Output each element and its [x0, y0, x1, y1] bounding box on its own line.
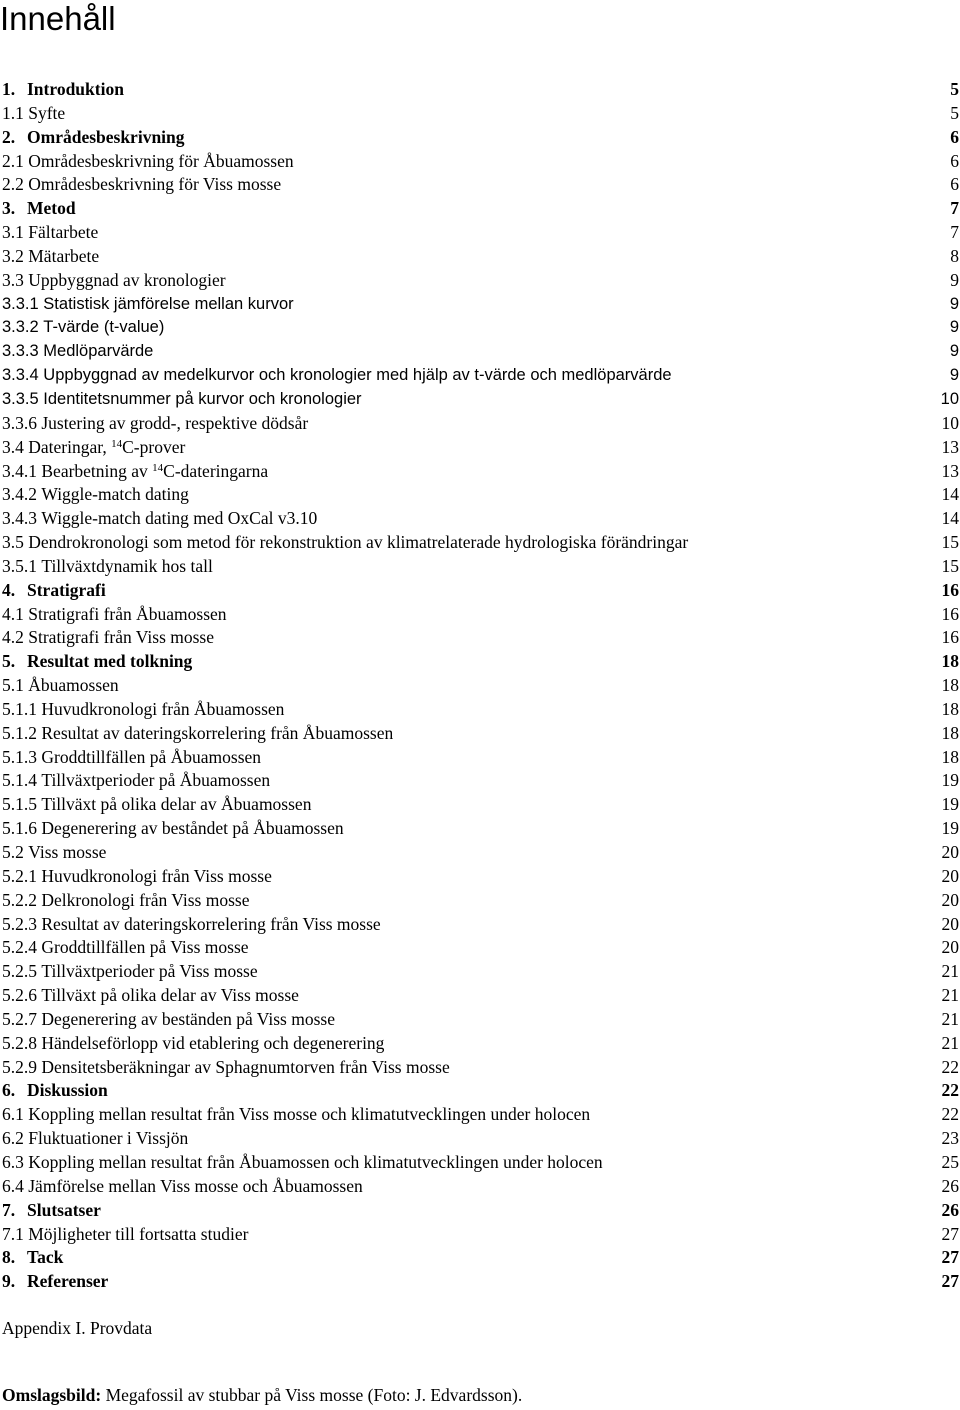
- toc-entry-number: 6.3: [2, 1151, 24, 1172]
- toc-entry-page-number: 27: [941, 1271, 959, 1292]
- toc-entry[interactable]: [2, 126, 959, 150]
- toc-entry-title: Referenser: [27, 1271, 109, 1292]
- toc-entry-label: [2, 1175, 363, 1199]
- toc-entry-number: 5.2.4: [2, 937, 37, 958]
- toc-entry-label: [2, 221, 98, 245]
- cover-caption: [2, 1385, 522, 1406]
- toc-entry[interactable]: [2, 1103, 959, 1127]
- toc-entry-title: Dendrokronologi som metod för rekonstruktion av klimatrelaterade hydrologiska förändringar: [28, 532, 689, 553]
- toc-entry-superscript: 14: [111, 437, 123, 450]
- toc-entry-title: Wiggle-match dating med OxCal v3.10: [41, 508, 318, 529]
- toc-entry-page-number: 20: [941, 865, 959, 886]
- toc-entry-label: [2, 913, 381, 937]
- toc-entry-label: [2, 245, 99, 269]
- toc-entry-page-number: 8: [950, 245, 959, 266]
- toc-entry-number: 5.1.4: [2, 770, 37, 791]
- toc-entry-number: 4.1: [2, 603, 24, 624]
- toc-entry-label: [2, 769, 270, 793]
- toc-entry-title: Metod: [27, 198, 76, 219]
- toc-entry-title: Uppbyggnad av kronologier: [28, 269, 226, 290]
- toc-entry-label: [2, 173, 281, 197]
- toc-entry-label: [2, 269, 226, 293]
- toc-entry-number: 7.1: [2, 1223, 24, 1244]
- toc-entry-label: [2, 1151, 603, 1175]
- toc-entry-title: Stratigrafi från Åbuamossen: [28, 603, 227, 624]
- toc-entry-page-number: 15: [941, 532, 959, 553]
- toc-entry-title: Introduktion: [27, 79, 124, 99]
- toc-entry-title: Områdesbeskrivning för Viss mosse: [28, 174, 282, 195]
- toc-entry[interactable]: [2, 507, 959, 531]
- toc-entry-number: 1.1: [2, 102, 24, 123]
- toc-entry-label: [2, 1246, 63, 1270]
- toc-entry-page-number: 27: [941, 1247, 959, 1268]
- toc-entry-label: [2, 388, 362, 412]
- toc-entry-title: Resultat med tolkning: [27, 651, 193, 672]
- toc-entry-label: [2, 1127, 188, 1151]
- toc-entry-title: Händelseförlopp vid etablering och degenerering: [41, 1032, 385, 1053]
- toc-entry-number: 8.: [2, 1247, 16, 1268]
- toc-entry-label: [2, 1008, 335, 1032]
- toc-entry-label: [2, 960, 258, 984]
- toc-entry-number: 6.1: [2, 1104, 24, 1125]
- toc-entry-label: [2, 364, 672, 388]
- toc-entry-page-number: 13: [941, 460, 959, 481]
- toc-entry-page-number: 18: [941, 722, 959, 743]
- toc-entry-label: [2, 507, 317, 531]
- toc-entry-page-number: 6: [950, 174, 959, 195]
- toc-entry-number: 5.2.1: [2, 865, 37, 886]
- toc-entry-label: [2, 865, 272, 889]
- toc-entry-number: 3.3.2: [2, 318, 39, 337]
- toc-entry-label: [2, 579, 106, 603]
- toc-entry[interactable]: [2, 913, 959, 937]
- toc-entry[interactable]: [2, 1175, 959, 1199]
- toc-entry-number: 6.2: [2, 1128, 24, 1149]
- toc-entry-label: [2, 1199, 101, 1223]
- toc-entry-title: Fältarbete: [28, 222, 99, 243]
- toc-entry-label: [2, 674, 119, 698]
- toc-entry-title: Tillväxt på olika delar av Åbuamossen: [41, 794, 312, 815]
- toc-entry[interactable]: [2, 150, 959, 174]
- toc-entry-superscript: 14: [152, 461, 164, 474]
- toc-entry-page-number: 22: [941, 1104, 959, 1125]
- toc-entry-title: Områdesbeskrivning: [27, 126, 185, 147]
- toc-entry-title: Medlöparvärde: [43, 342, 154, 361]
- toc-entry[interactable]: [2, 960, 959, 984]
- toc-entry[interactable]: [2, 269, 959, 293]
- toc-entry-page-number: 19: [941, 818, 959, 839]
- toc-entry-page-number: 10: [941, 412, 959, 433]
- toc-entry-number: 3.4.3: [2, 508, 37, 529]
- toc-entry-label: [2, 1103, 590, 1127]
- toc-entry-page-number: 9: [949, 294, 959, 313]
- toc-entry-title-suffix: C-dateringarna: [163, 460, 269, 481]
- toc-entry-page-number: 7: [950, 222, 959, 243]
- toc-entry-number: 3.3: [2, 269, 24, 290]
- cover-caption-text: Megafossil av stubbar på Viss mosse (Foto: J. Edvardsson).: [101, 1385, 523, 1405]
- page-title: Innehåll: [0, 0, 116, 37]
- toc-entry-label: [2, 817, 344, 841]
- toc-entry-label: [2, 1270, 108, 1294]
- toc-entry-label: [2, 1056, 450, 1080]
- toc-entry-title: Stratigrafi: [27, 579, 106, 600]
- toc-entry-label: [2, 316, 164, 340]
- toc-entry-number: 5.1.3: [2, 746, 37, 767]
- toc-entry-label: [2, 889, 250, 913]
- toc-entry[interactable]: [2, 722, 959, 746]
- toc-entry-number: 1.: [2, 79, 16, 99]
- toc-entry-number: 6.: [2, 1080, 16, 1101]
- toc-entry[interactable]: [2, 412, 959, 436]
- appendix-line: Appendix I. Provdata: [2, 1318, 153, 1338]
- toc-entry-number: 4.: [2, 579, 16, 600]
- toc-entry[interactable]: [2, 984, 959, 1008]
- toc-entry-title: Bearbetning av: [41, 460, 148, 481]
- toc-entry-number: 3.3.4: [2, 366, 39, 385]
- toc-entry-page-number: 16: [941, 579, 959, 600]
- toc-entry-label: [2, 650, 192, 674]
- toc-entry-title: Resultat av dateringskorrelering från Viss mosse: [41, 913, 381, 934]
- toc-entry[interactable]: [2, 555, 959, 579]
- toc-entry-label: [2, 1223, 248, 1247]
- toc-entry-label: [2, 102, 65, 126]
- toc-entry-page-number: 21: [941, 1032, 959, 1053]
- toc-entry-number: 2.: [2, 126, 16, 147]
- toc-entry[interactable]: [2, 603, 959, 627]
- toc-entry-number: 4.2: [2, 627, 24, 648]
- toc-entry-title: Identitetsnummer på kurvor och kronologier: [43, 389, 362, 408]
- toc-entry[interactable]: [2, 1246, 959, 1270]
- toc-entry[interactable]: [2, 1008, 959, 1032]
- toc-entry-number: 3.3.5: [2, 389, 39, 408]
- toc-entry-number: 3.1: [2, 222, 24, 243]
- toc-entry-title: T-värde (t-value): [43, 318, 165, 337]
- toc-entry-title: Syfte: [28, 102, 66, 123]
- toc-entry-title: Degenerering av beståndet på Åbuamossen: [41, 818, 344, 839]
- toc-entry[interactable]: [2, 865, 959, 889]
- toc-entry-page-number: 18: [941, 698, 959, 719]
- toc-entry-label: [2, 698, 284, 722]
- toc-entry-title: Delkronologi från Viss mosse: [41, 889, 250, 910]
- toc-entry-label: [2, 793, 311, 817]
- toc-entry-number: 6.4: [2, 1175, 24, 1196]
- toc-entry-number: 3.3.3: [2, 342, 39, 361]
- toc-entry-title: Möjligheter till fortsatta studier: [28, 1223, 249, 1244]
- toc-entry-number: 5.2.9: [2, 1056, 37, 1077]
- toc-entry-page-number: 22: [941, 1056, 959, 1077]
- toc-entry[interactable]: [2, 1079, 959, 1103]
- toc-entry-label: [2, 531, 688, 555]
- toc-entry[interactable]: [2, 531, 959, 555]
- toc-entry-number: 5.1.1: [2, 698, 37, 719]
- toc-entry[interactable]: [2, 460, 959, 484]
- toc-entry-title: Stratigrafi från Viss mosse: [28, 627, 214, 648]
- toc-entry-title: Wiggle-match dating: [41, 484, 189, 505]
- toc-entry[interactable]: [2, 936, 959, 960]
- toc-entry[interactable]: [2, 746, 959, 770]
- toc-entry-title: Diskussion: [27, 1080, 108, 1101]
- toc-entry[interactable]: [2, 340, 959, 364]
- toc-entry[interactable]: [2, 817, 959, 841]
- toc-entry-page-number: 13: [941, 436, 959, 457]
- toc-entry-title: Degenerering av beständen på Viss mosse: [41, 1008, 335, 1029]
- toc-entry-title: Tack: [27, 1247, 64, 1268]
- toc-entry-number: 5.: [2, 651, 16, 672]
- toc-entry-title: Groddtillfällen på Viss mosse: [41, 937, 249, 958]
- toc-entry-title: Områdesbeskrivning för Åbuamossen: [28, 150, 294, 171]
- toc-entry-page-number: 22: [941, 1080, 959, 1101]
- toc-entry-page-number: 18: [941, 651, 959, 672]
- toc-entry-title: Huvudkronologi från Åbuamossen: [41, 698, 285, 719]
- toc-entry-page-number: 14: [941, 484, 959, 505]
- toc-entry-label: [2, 603, 227, 627]
- toc-entry[interactable]: [2, 173, 959, 197]
- toc-entry[interactable]: [2, 364, 959, 388]
- toc-entry-number: 5.1: [2, 675, 24, 696]
- toc-entry-title: Fluktuationer i Vissjön: [28, 1128, 189, 1149]
- toc-entry-title: Viss mosse: [28, 842, 107, 862]
- toc-entry[interactable]: [2, 316, 959, 340]
- toc-entry-page-number: 20: [941, 889, 959, 910]
- toc-entry-title: Resultat av dateringskorrelering från Åbuamossen: [41, 722, 394, 743]
- toc-entry-page-number: 10: [940, 389, 959, 408]
- toc-entry-title: Tillväxtdynamik hos tall: [41, 555, 213, 576]
- toc-entry-number: 3.4.1: [2, 460, 37, 481]
- toc-entry-number: 7.: [2, 1199, 16, 1220]
- toc-entry-number: 5.2.7: [2, 1008, 37, 1029]
- toc-entry-title: Tillväxtperioder på Viss mosse: [41, 961, 258, 982]
- toc-entry-title: Tillväxtperioder på Åbuamossen: [41, 770, 271, 791]
- toc-entry-number: 5.2.8: [2, 1032, 37, 1053]
- toc-entry[interactable]: [2, 78, 959, 102]
- toc-entry-number: 5.2.5: [2, 961, 37, 982]
- toc-entry-title: Koppling mellan resultat från Viss mosse och klimatutvecklingen under holocen: [28, 1104, 591, 1125]
- toc-entry[interactable]: [2, 1223, 959, 1247]
- cover-caption-label: Omslagsbild:: [2, 1385, 102, 1405]
- toc-entry-number: 5.1.5: [2, 794, 37, 815]
- toc-entry-label: [2, 1032, 384, 1056]
- toc-entry-label: [2, 126, 185, 150]
- toc-entry-number: 2.2: [2, 174, 24, 195]
- toc-entry[interactable]: [2, 102, 959, 126]
- toc-entry-title: Statistisk jämförelse mellan kurvor: [43, 294, 294, 313]
- toc-entry[interactable]: [2, 650, 959, 674]
- toc-entry-number: 5.1.2: [2, 722, 37, 743]
- toc-entry-page-number: 18: [941, 746, 959, 767]
- toc-entry-page-number: 9: [949, 342, 959, 361]
- toc-entry[interactable]: [2, 293, 959, 317]
- toc-entry-title: Slutsatser: [27, 1199, 101, 1220]
- toc-entry-label: [2, 626, 214, 650]
- toc-entry-page-number: 9: [949, 366, 959, 385]
- toc-entry[interactable]: [2, 1199, 959, 1223]
- toc-entry-label: [2, 197, 76, 221]
- toc-entry-title: Densitetsberäkningar av Sphagnumtorven från Viss mosse: [41, 1056, 450, 1077]
- toc-entry-page-number: 26: [941, 1175, 959, 1196]
- toc-entry-title: Jämförelse mellan Viss mosse och Åbuamossen: [28, 1175, 363, 1196]
- toc-entry-label: [2, 412, 308, 436]
- toc-entry[interactable]: [2, 626, 959, 650]
- toc-entry-number: 3.4.2: [2, 484, 37, 505]
- toc-entry-label: [2, 78, 124, 102]
- toc-entry[interactable]: [2, 698, 959, 722]
- toc-entry-title: Tillväxt på olika delar av Viss mosse: [41, 985, 299, 1006]
- toc-entry-page-number: 18: [941, 675, 959, 696]
- toc-entry-number: 3.2: [2, 245, 24, 266]
- toc-entry-label: [2, 555, 213, 579]
- toc-entry[interactable]: [2, 841, 959, 865]
- toc-entry-page-number: 9: [949, 318, 959, 337]
- toc-entry-title: Groddtillfällen på Åbuamossen: [41, 746, 262, 767]
- toc-entry-label: [2, 722, 393, 746]
- toc-entry-page-number: 19: [941, 770, 959, 791]
- toc-entry-number: 3.5: [2, 532, 24, 553]
- toc-entry-number: 3.5.1: [2, 555, 37, 576]
- toc-entry-title: Uppbyggnad av medelkurvor och kronologier med hjälp av t-värde och medlöparvärde: [43, 366, 672, 385]
- toc-entry-number: 3.3.1: [2, 294, 39, 313]
- toc-entry[interactable]: [2, 1056, 959, 1080]
- toc-entry[interactable]: [2, 579, 959, 603]
- toc-entry-number: 5.2.2: [2, 889, 37, 910]
- toc-entry-number: 5.2.3: [2, 913, 37, 934]
- toc-entry-label: [2, 841, 106, 865]
- toc-entry-label: [2, 436, 185, 460]
- toc-entry-page-number: 6: [950, 150, 959, 171]
- toc-entry-label: [2, 340, 153, 364]
- toc-entry-page-number: 9: [950, 269, 959, 290]
- toc-entry[interactable]: [2, 436, 959, 460]
- toc-entry[interactable]: [2, 1127, 959, 1151]
- toc-entry[interactable]: [2, 221, 959, 245]
- toc-entry-page-number: 19: [941, 794, 959, 815]
- toc-entry[interactable]: [2, 245, 959, 269]
- toc-entry[interactable]: [2, 197, 959, 221]
- toc-entry-title: Koppling mellan resultat från Åbuamossen och klimatutvecklingen under holocen: [28, 1151, 603, 1172]
- toc-entry-page-number: 21: [941, 961, 959, 982]
- toc-entry-page-number: 14: [941, 508, 959, 529]
- toc-entry-label: [2, 483, 189, 507]
- toc-entry-title: Justering av grodd-, respektive dödsår: [41, 412, 309, 433]
- toc-entry-label: [2, 1079, 108, 1103]
- toc-entry-page-number: 26: [941, 1199, 959, 1220]
- toc-entry-title: Huvudkronologi från Viss mosse: [41, 865, 272, 886]
- toc-entry-title: Mätarbete: [28, 245, 100, 266]
- toc-entry-title: Dateringar,: [28, 436, 107, 457]
- toc-entry-page-number: 5: [950, 79, 959, 99]
- toc-entry-page-number: 20: [941, 913, 959, 934]
- toc-entry-page-number: 6: [950, 126, 959, 147]
- toc-entry-number: 3.3.6: [2, 412, 37, 433]
- toc-entry-label: [2, 984, 299, 1008]
- toc-entry-page-number: 27: [941, 1223, 959, 1244]
- toc-entry-number: 3.: [2, 198, 16, 219]
- toc-entry[interactable]: [2, 1270, 959, 1294]
- toc-entry-label: [2, 293, 294, 317]
- toc-entry[interactable]: [2, 483, 959, 507]
- toc-entry-title: Åbuamossen: [28, 675, 119, 696]
- toc-entry[interactable]: [2, 889, 959, 913]
- toc-entry-number: 2.1: [2, 150, 24, 171]
- toc-entry-page-number: 23: [941, 1128, 959, 1149]
- toc-entry-number: 9.: [2, 1271, 16, 1292]
- toc-entry-number: 3.4: [2, 436, 24, 457]
- toc-entry-label: [2, 746, 261, 770]
- toc-entry-page-number: 21: [941, 1008, 959, 1029]
- toc-entry-page-number: 20: [941, 937, 959, 958]
- toc-entry-page-number: 7: [950, 198, 959, 219]
- toc-entry[interactable]: [2, 1151, 959, 1175]
- toc-entry[interactable]: [2, 1032, 959, 1056]
- toc-entry-page-number: 16: [941, 603, 959, 624]
- toc-entry-number: 5.2.6: [2, 985, 37, 1006]
- toc-entry-page-number: 21: [941, 985, 959, 1006]
- toc-entry-page-number: 15: [941, 555, 959, 576]
- table-of-contents: [2, 78, 959, 1294]
- toc-entry-page-number: 25: [941, 1151, 959, 1172]
- toc-entry-number: 5.1.6: [2, 818, 37, 839]
- toc-entry-page-number: 20: [941, 842, 959, 862]
- toc-entry-page-number: 5: [950, 102, 959, 123]
- toc-entry[interactable]: [2, 769, 959, 793]
- toc-entry[interactable]: [2, 793, 959, 817]
- toc-entry-label: [2, 460, 268, 484]
- toc-entry-title-suffix: C-prover: [122, 436, 186, 457]
- toc-entry[interactable]: [2, 388, 959, 412]
- toc-entry-label: [2, 150, 294, 174]
- toc-entry[interactable]: [2, 674, 959, 698]
- toc-entry-page-number: 16: [941, 627, 959, 648]
- toc-entry-label: [2, 936, 249, 960]
- toc-entry-number: 5.2: [2, 842, 24, 862]
